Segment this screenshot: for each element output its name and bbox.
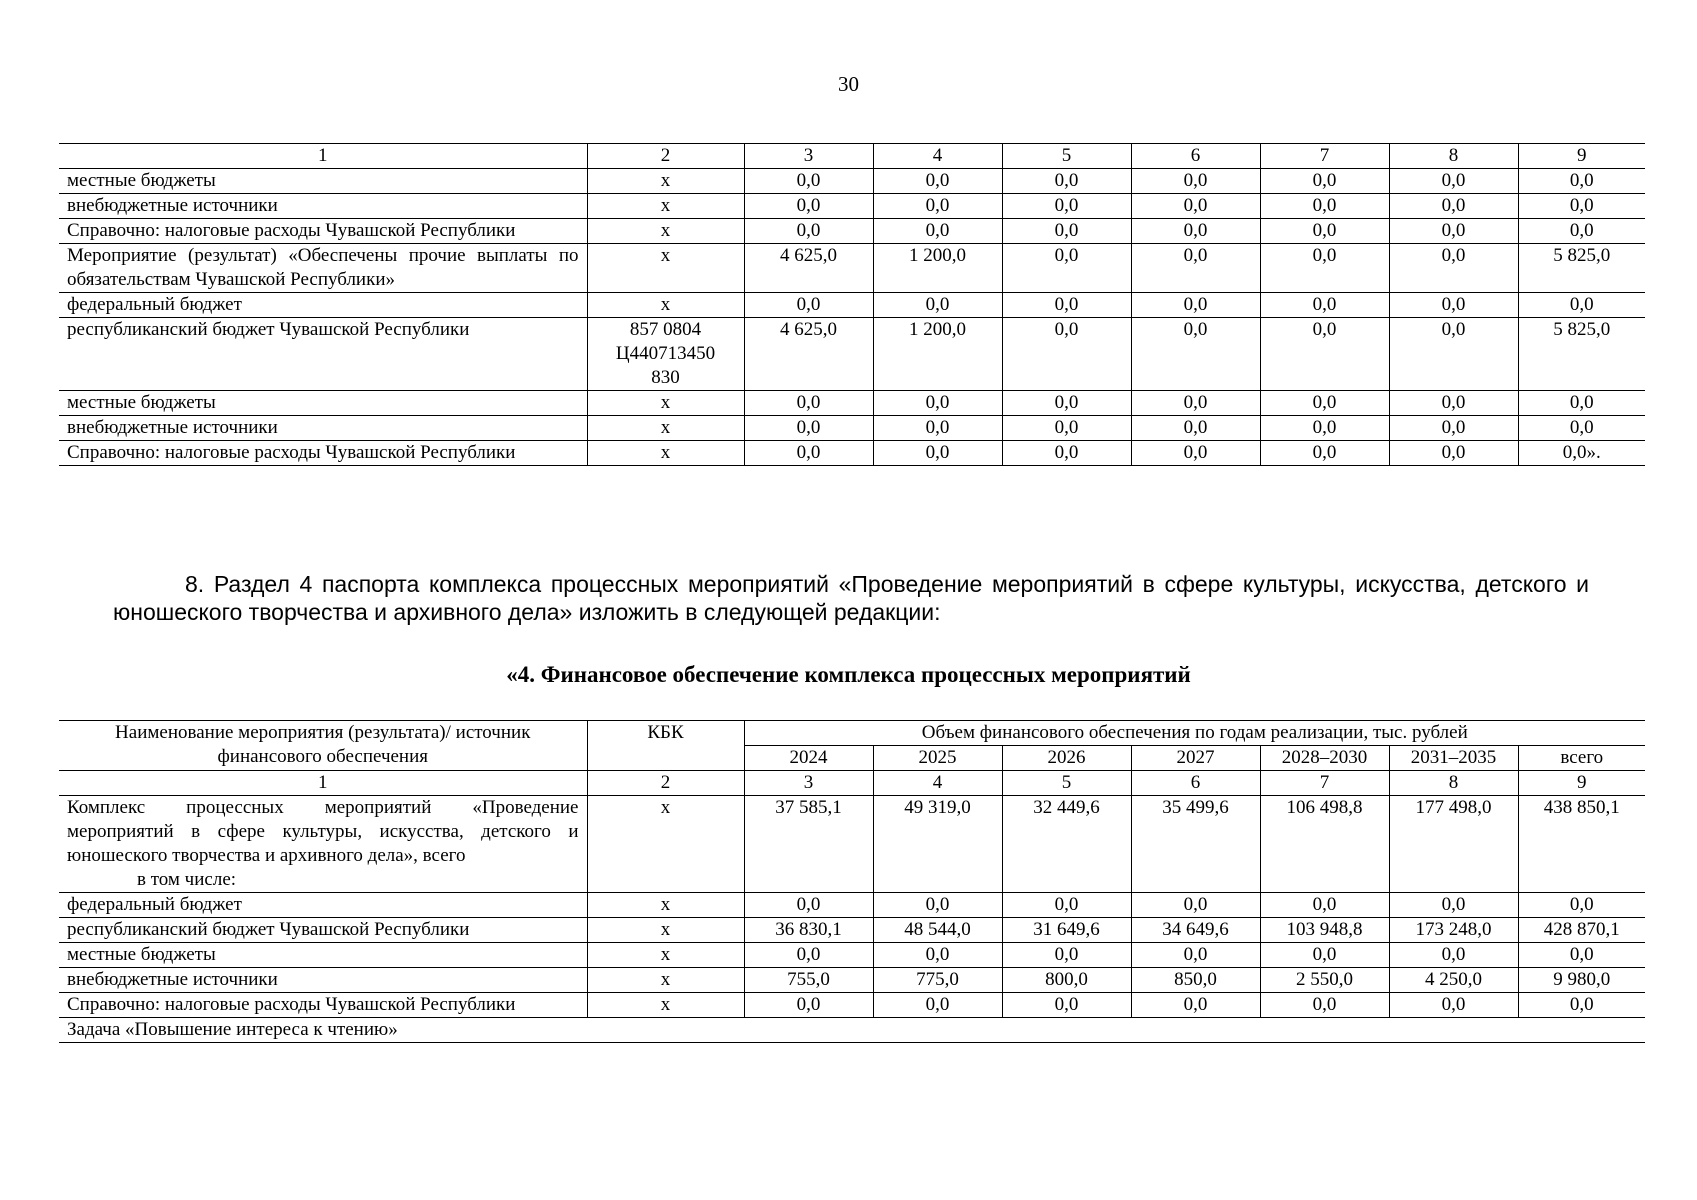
row-value: 0,0 [1131, 993, 1260, 1018]
row-name: местные бюджеты [59, 943, 587, 968]
row-name: Справочно: налоговые расходы Чувашской Республики [59, 441, 587, 466]
row-value: 0,0 [1260, 993, 1389, 1018]
row-value: 0,0 [1131, 441, 1260, 466]
col-number: 6 [1131, 144, 1260, 169]
row-value: 0,0 [744, 441, 873, 466]
page-number: 30 [838, 72, 859, 96]
row-value: 0,0 [1131, 318, 1260, 391]
row-kbk: х [587, 391, 744, 416]
row-value: 0,0 [1518, 219, 1645, 244]
table-row [59, 918, 1645, 943]
header-year: 2031–2035 [1389, 746, 1518, 771]
financing-table [59, 720, 1645, 1043]
row-kbk: х [587, 893, 744, 918]
row-value: 428 870,1 [1518, 918, 1645, 943]
col-number: 7 [1260, 144, 1389, 169]
row-value: 0,0 [1389, 943, 1518, 968]
header-year: 2028–2030 [1260, 746, 1389, 771]
row-value: 0,0 [1389, 293, 1518, 318]
col-number: 9 [1518, 771, 1645, 796]
table-row [59, 796, 1645, 893]
row-value: 0,0 [1389, 391, 1518, 416]
row-value: 0,0 [1389, 441, 1518, 466]
row-name: местные бюджеты [59, 391, 587, 416]
row-value: 0,0 [1131, 391, 1260, 416]
row-name: местные бюджеты [59, 169, 587, 194]
task-title: Задача «Повышение интереса к чтению» [59, 1018, 1645, 1043]
row-kbk: х [587, 219, 744, 244]
row-name: Справочно: налоговые расходы Чувашской Республики [59, 219, 587, 244]
header-year: 2024 [744, 746, 873, 771]
row-value: 0,0 [1002, 244, 1131, 293]
row-value: 0,0 [1260, 943, 1389, 968]
col-number: 4 [873, 771, 1002, 796]
column-number-row [59, 144, 1645, 169]
row-name: Мероприятие (результат) «Обеспечены прочие выплаты по обязательствам Чувашской Республики» [59, 244, 587, 293]
row-value: 0,0 [1260, 441, 1389, 466]
row-value: 0,0 [1260, 219, 1389, 244]
col-number: 5 [1002, 771, 1131, 796]
row-value: 0,0 [1260, 293, 1389, 318]
row-value: 800,0 [1002, 968, 1131, 993]
row-value: 0,0 [744, 169, 873, 194]
row-value: 35 499,6 [1131, 796, 1260, 893]
row-kbk: х [587, 918, 744, 943]
row-value: 0,0 [1389, 244, 1518, 293]
col-number: 3 [744, 144, 873, 169]
col-number: 8 [1389, 144, 1518, 169]
row-value: 0,0 [1002, 293, 1131, 318]
task-row [59, 1018, 1645, 1043]
row-value: 775,0 [873, 968, 1002, 993]
table-row [59, 893, 1645, 918]
row-value: 0,0 [1002, 318, 1131, 391]
row-value: 0,0 [873, 219, 1002, 244]
row-value: 0,0 [1260, 244, 1389, 293]
col-number: 2 [587, 771, 744, 796]
row-value: 0,0 [1131, 293, 1260, 318]
table-row [59, 219, 1645, 244]
row-value: 0,0 [1131, 169, 1260, 194]
row-value: 32 449,6 [1002, 796, 1131, 893]
row-value: 0,0 [1389, 194, 1518, 219]
row-value: 0,0 [1131, 943, 1260, 968]
row-value: 103 948,8 [1260, 918, 1389, 943]
row-name: внебюджетные источники [59, 194, 587, 219]
header-year-total: всего [1518, 746, 1645, 771]
row-kbk: х [587, 796, 744, 893]
row-name: внебюджетные источники [59, 968, 587, 993]
row-value: 0,0 [1518, 194, 1645, 219]
col-number: 9 [1518, 144, 1645, 169]
row-value: 0,0». [1518, 441, 1645, 466]
row-kbk: х [587, 968, 744, 993]
row-value: 0,0 [1518, 416, 1645, 441]
row-name: Справочно: налоговые расходы Чувашской Республики [59, 993, 587, 1018]
row-value: 0,0 [744, 391, 873, 416]
section-heading: «4. Финансовое обеспечение комплекса процессных мероприятий [506, 662, 1191, 687]
table-row [59, 194, 1645, 219]
row-value: 0,0 [744, 293, 873, 318]
row-value: 4 625,0 [744, 244, 873, 293]
row-value: 9 980,0 [1518, 968, 1645, 993]
header-year: 2026 [1002, 746, 1131, 771]
header-kbk: КБК [587, 721, 744, 771]
row-value: 0,0 [1131, 194, 1260, 219]
row-value: 0,0 [873, 391, 1002, 416]
row-value: 755,0 [744, 968, 873, 993]
table-header-row [59, 721, 1645, 746]
row-value: 0,0 [1131, 244, 1260, 293]
row-value: 0,0 [744, 943, 873, 968]
row-value: 0,0 [1002, 441, 1131, 466]
table-row [59, 993, 1645, 1018]
row-value: 0,0 [1002, 416, 1131, 441]
row-name [59, 796, 587, 893]
table-row [59, 416, 1645, 441]
row-name: республиканский бюджет Чувашской Республики [59, 318, 587, 391]
row-value: 177 498,0 [1389, 796, 1518, 893]
row-kbk: 857 0804 Ц440713450 830 [587, 318, 744, 391]
table-row [59, 943, 1645, 968]
row-kbk: х [587, 293, 744, 318]
row-value: 0,0 [1389, 993, 1518, 1018]
row-value: 0,0 [1131, 219, 1260, 244]
row-value: 37 585,1 [744, 796, 873, 893]
col-number: 2 [587, 144, 744, 169]
table-row [59, 244, 1645, 293]
row-name: республиканский бюджет Чувашской Республики [59, 918, 587, 943]
col-number: 1 [59, 144, 587, 169]
table-row [59, 968, 1645, 993]
row-value: 0,0 [873, 194, 1002, 219]
header-volume: Объем финансового обеспечения по годам реализации, тыс. рублей [744, 721, 1645, 746]
table-row [59, 391, 1645, 416]
row-value: 0,0 [1389, 893, 1518, 918]
col-number: 4 [873, 144, 1002, 169]
row-value: 0,0 [744, 219, 873, 244]
column-number-row [59, 771, 1645, 796]
row-value: 0,0 [1260, 893, 1389, 918]
row-value: 1 200,0 [873, 244, 1002, 293]
row-value: 4 250,0 [1389, 968, 1518, 993]
row-kbk: х [587, 993, 744, 1018]
row-value: 0,0 [1518, 893, 1645, 918]
col-number: 6 [1131, 771, 1260, 796]
row-value: 0,0 [1518, 943, 1645, 968]
row-kbk: х [587, 416, 744, 441]
row-name: федеральный бюджет [59, 893, 587, 918]
amendment-paragraph [113, 570, 1589, 626]
header-name: Наименование мероприятия (результата)/ источник финансового обеспечения [59, 721, 587, 771]
row-value: 0,0 [1518, 391, 1645, 416]
col-number: 1 [59, 771, 587, 796]
row-value: 0,0 [744, 893, 873, 918]
row-value: 0,0 [1389, 219, 1518, 244]
row-value: 0,0 [744, 194, 873, 219]
row-value: 0,0 [1518, 169, 1645, 194]
row-value: 36 830,1 [744, 918, 873, 943]
header-year: 2027 [1131, 746, 1260, 771]
row-value: 0,0 [1389, 318, 1518, 391]
row-value: 0,0 [873, 993, 1002, 1018]
table-row [59, 318, 1645, 391]
table-row [59, 169, 1645, 194]
row-value: 1 200,0 [873, 318, 1002, 391]
row-kbk: х [587, 441, 744, 466]
row-name: федеральный бюджет [59, 293, 587, 318]
row-value: 106 498,8 [1260, 796, 1389, 893]
row-value: 4 625,0 [744, 318, 873, 391]
col-number: 8 [1389, 771, 1518, 796]
row-kbk: х [587, 244, 744, 293]
row-value: 0,0 [873, 893, 1002, 918]
row-value: 0,0 [1131, 416, 1260, 441]
row-value: 0,0 [1260, 416, 1389, 441]
row-value: 48 544,0 [873, 918, 1002, 943]
row-kbk: х [587, 194, 744, 219]
row-value: 0,0 [1389, 169, 1518, 194]
row-name-text: Комплекс процессных мероприятий «Проведение мероприятий в сфере культуры, искусства, детского и юношеского творчества и архивного дела», всего [67, 797, 579, 866]
row-name: внебюджетные источники [59, 416, 587, 441]
row-value: 31 649,6 [1002, 918, 1131, 943]
row-value: 850,0 [1131, 968, 1260, 993]
row-value: 0,0 [744, 416, 873, 441]
row-value: 0,0 [873, 441, 1002, 466]
row-value: 0,0 [873, 943, 1002, 968]
row-value: 0,0 [873, 169, 1002, 194]
row-value: 0,0 [1260, 169, 1389, 194]
row-value: 0,0 [1002, 893, 1131, 918]
row-value: 0,0 [1002, 993, 1131, 1018]
col-number: 3 [744, 771, 873, 796]
row-value: 0,0 [1389, 416, 1518, 441]
row-value: 5 825,0 [1518, 318, 1645, 391]
row-value: 2 550,0 [1260, 968, 1389, 993]
row-value: 0,0 [1002, 943, 1131, 968]
row-value: 49 319,0 [873, 796, 1002, 893]
row-value: 173 248,0 [1389, 918, 1518, 943]
table-row [59, 293, 1645, 318]
row-value: 438 850,1 [1518, 796, 1645, 893]
row-value: 34 649,6 [1131, 918, 1260, 943]
amendment-text: 8. Раздел 4 паспорта комплекса процессных мероприятий «Проведение мероприятий в сфере культуры, искусства, детского и юношеского творчества и архивного дела» изложить в следующей редакции: [113, 571, 1589, 625]
col-number: 7 [1260, 771, 1389, 796]
row-value: 5 825,0 [1518, 244, 1645, 293]
row-value: 0,0 [873, 293, 1002, 318]
row-value: 0,0 [1518, 993, 1645, 1018]
row-value: 0,0 [1518, 293, 1645, 318]
row-value: 0,0 [1260, 391, 1389, 416]
row-value: 0,0 [1002, 169, 1131, 194]
col-number: 5 [1002, 144, 1131, 169]
row-value: 0,0 [1131, 893, 1260, 918]
row-value: 0,0 [1002, 194, 1131, 219]
row-value: 0,0 [744, 993, 873, 1018]
row-value: 0,0 [1260, 194, 1389, 219]
row-name-sub: в том числе: [137, 869, 237, 890]
row-value: 0,0 [1002, 391, 1131, 416]
row-kbk: х [587, 943, 744, 968]
row-value: 0,0 [873, 416, 1002, 441]
financing-table-continued [59, 143, 1645, 466]
table-row [59, 441, 1645, 466]
row-value: 0,0 [1002, 219, 1131, 244]
header-year: 2025 [873, 746, 1002, 771]
row-value: 0,0 [1260, 318, 1389, 391]
row-kbk: х [587, 169, 744, 194]
